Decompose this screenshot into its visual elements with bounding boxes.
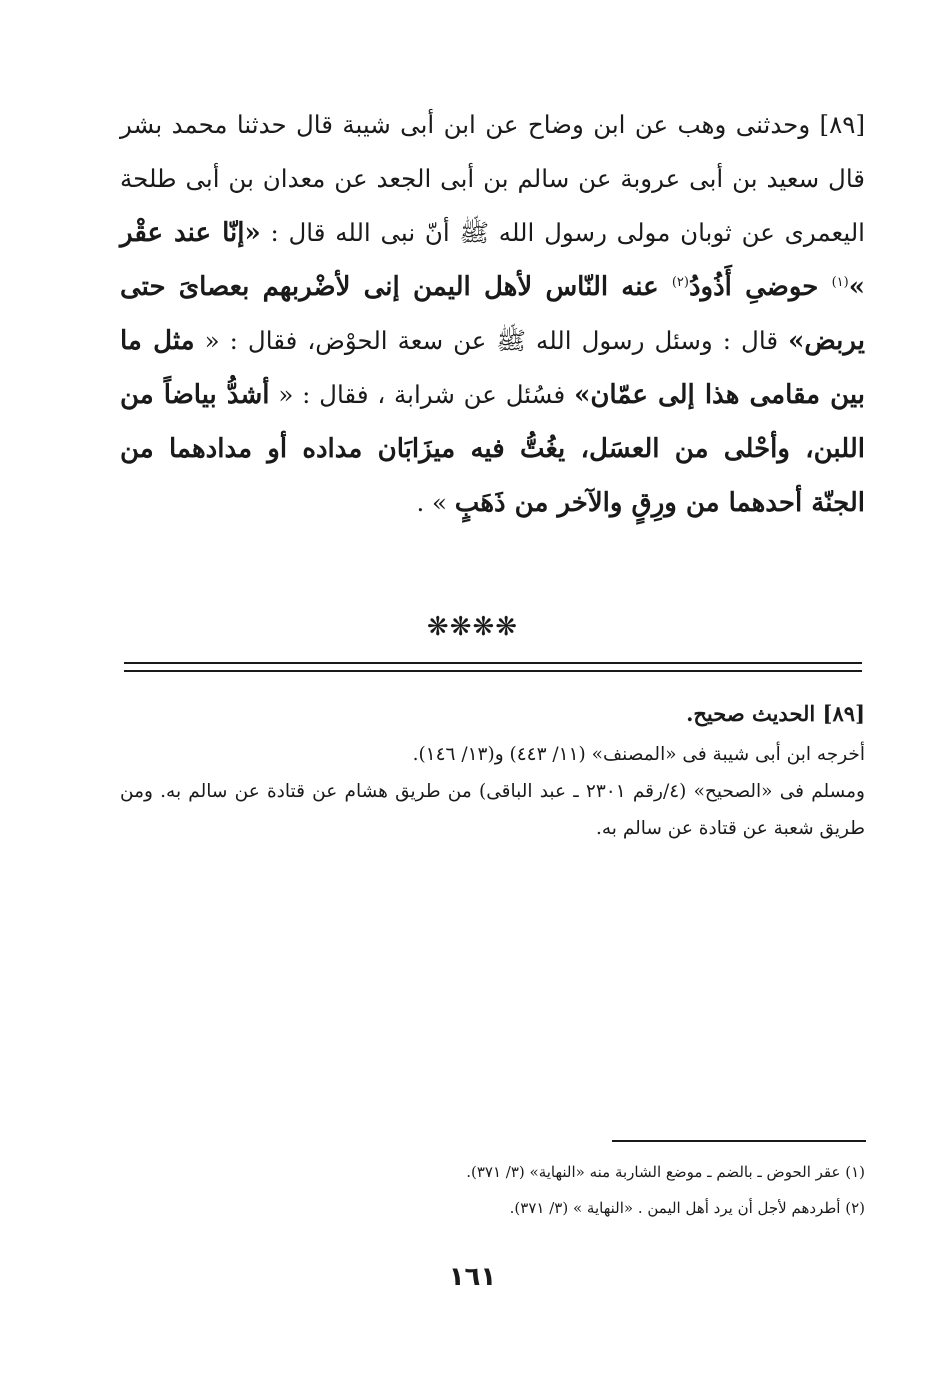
footnote-1: (١) عقر الحوض ـ بالضم ـ موضع الشاربة منه «النهاية» (٣/ ٣٧١). — [466, 1163, 865, 1181]
footnote-rule — [612, 1140, 866, 1142]
hadith-narration-3: فسُئل عن شرابة ، فقال : « — [269, 380, 575, 409]
hadith-closing: » . — [416, 488, 455, 517]
hadith-quote-1a: «إنّا عند عقْر » — [120, 218, 865, 302]
footnote-ref-2: (٢) — [671, 274, 689, 290]
notes-line-2: ومسلم فى «الصحيح» (٤/رقم ٢٣٠١ ـ عبد الباقى) من طريق هشام عن قتادة عن سالم به. ومن طريق شعبة عن قتادة عن سالم به. — [120, 781, 865, 839]
hadith-text — [120, 98, 865, 530]
footnote-2: (٢) أطردهم لأجل أن يرد أهل اليمن . «النهاية » (٣/ ٣٧١). — [509, 1199, 865, 1217]
section-separator: ❋❋❋❋ — [426, 612, 519, 642]
hadith-quote-2: مثل ما بين مقامى هذا إلى عمّان» — [120, 326, 866, 410]
footnote-ref-1: (١) — [831, 274, 849, 290]
hadith-chain: [٨٩] وحدثنى وهب عن ابن وضاح عن ابن أبى شيبة قال حدثنا محمد بشر قال سعيد بن أبى عروبة عن سالم بن أبى الجعد عن معدان بن أبى طلحة اليعمرى عن ثوبان مولى رسول الله ﷺ أنّ نبى الله قال : — [120, 110, 865, 247]
takhrij-notes — [120, 692, 865, 847]
page-number: ١٦١ — [448, 1262, 497, 1292]
hadith-quote-1b: حوضىِ أَذُودُ — [688, 272, 832, 302]
hadith-quote-3: أشدُّ بياضاً من اللبن، وأحْلى من العسَل، يغُتُّ فيه ميزَابَان مداده أو مدادهما من الجنّة أحدهما من ورِقٍ والآخر من ذَهَبٍ — [120, 380, 865, 518]
footnotes — [300, 1154, 865, 1226]
notes-title: [٨٩] الحديث صحيح. — [686, 701, 865, 726]
separator-rule-top — [124, 662, 862, 664]
separator-rule-bottom — [124, 670, 862, 672]
notes-line-1: أخرجه ابن أبى شيبة فى «المصنف» (١١/ ٤٤٣) و(١٣/ ١٤٦). — [412, 744, 865, 765]
hadith-quote-1c: عنه النّاس لأهل اليمن إنى لأضْربهم بعصاىَ حتى يربض» — [120, 272, 865, 356]
hadith-narration-2: قال : وسئل رسول الله ﷺ عن سعة الحوْض، فقال : « — [194, 326, 789, 355]
